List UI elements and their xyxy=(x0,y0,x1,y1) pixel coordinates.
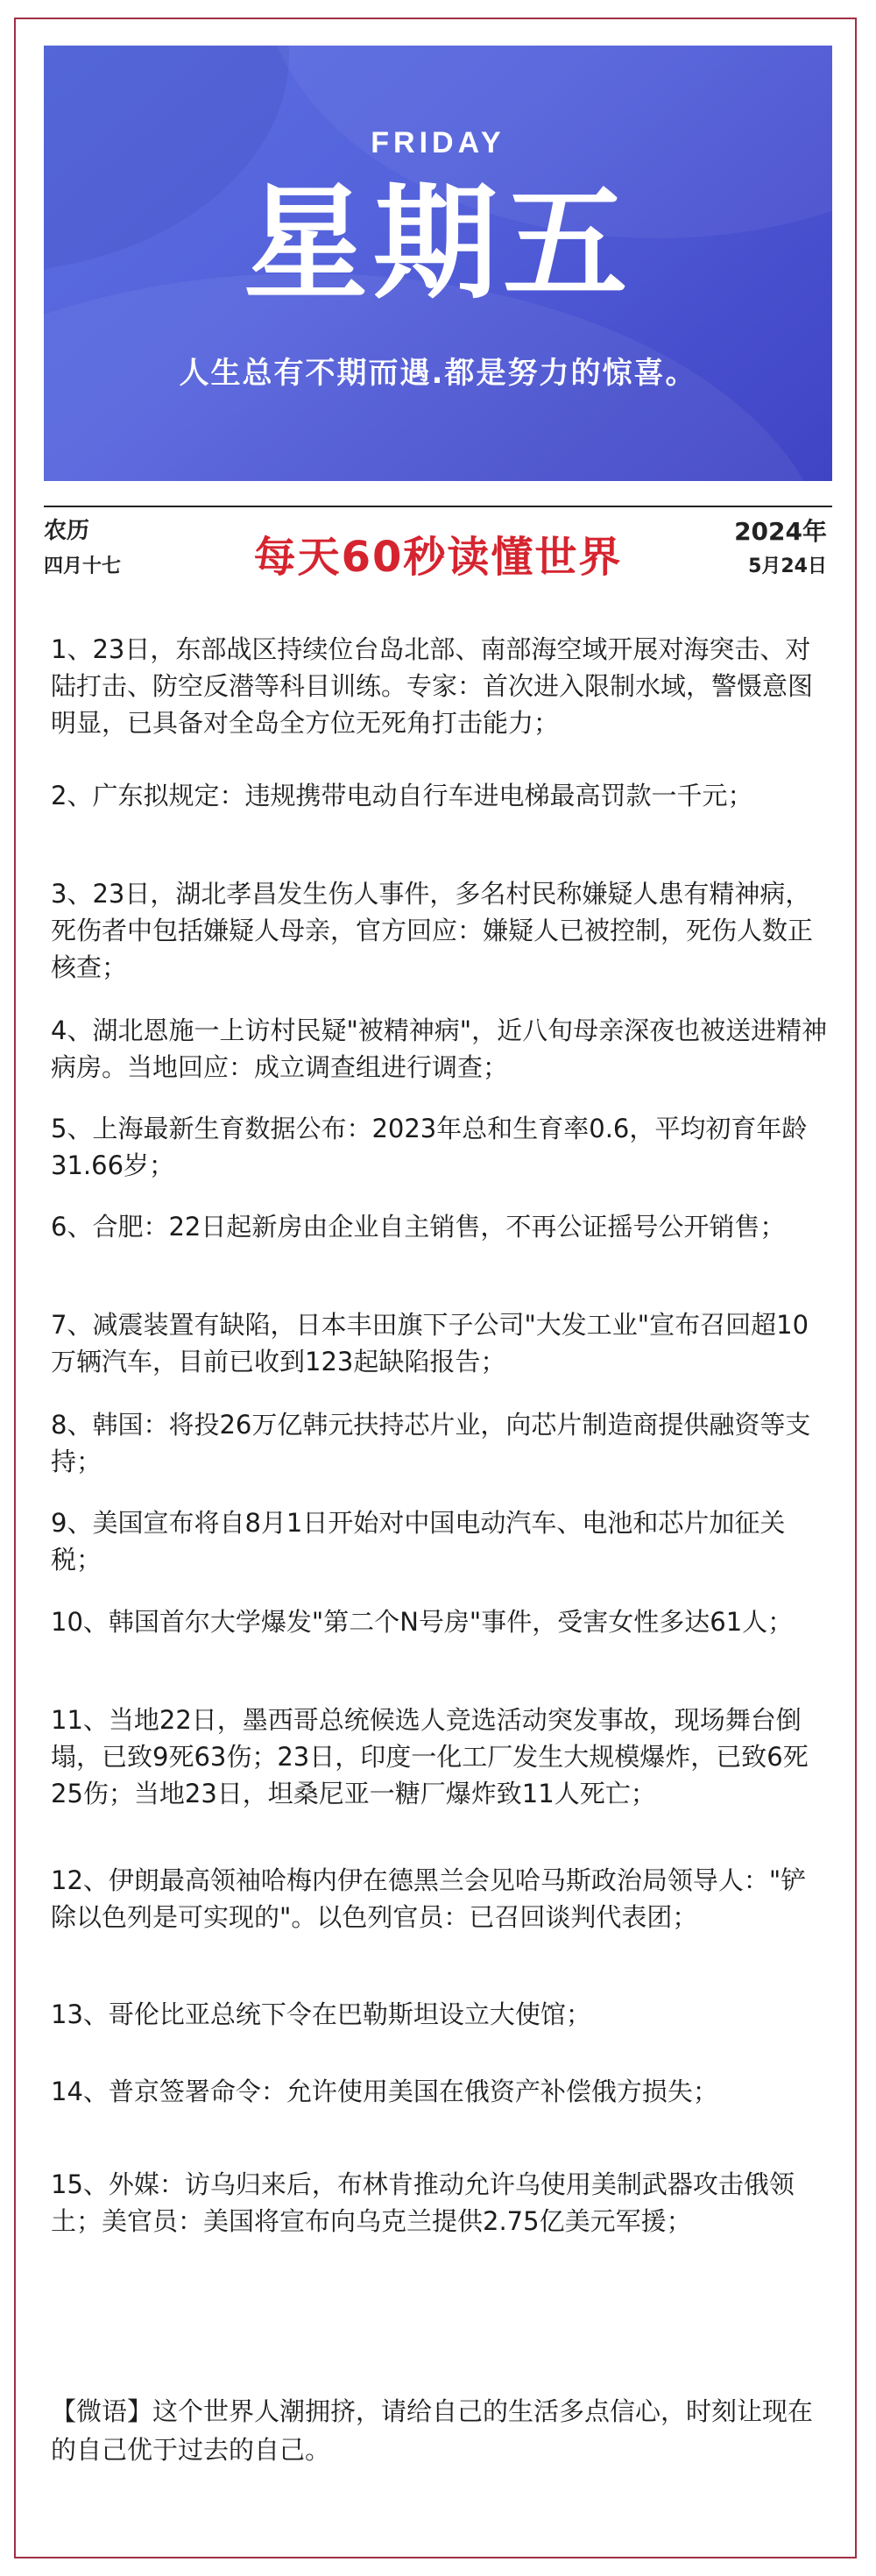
year-label: 2024年 xyxy=(734,517,827,546)
news-item: 2、广东拟规定：违规携带电动自行车进电梯最高罚款一千元； xyxy=(51,781,753,810)
news-item: 12、伊朗最高领袖哈梅内伊在德黑兰会见哈马斯政治局领导人："铲除以色列是可实现的"。以色列官员：已召回谈判代表团； xyxy=(51,1865,807,1932)
news-item: 7、减震装置有缺陷，日本丰田旗下子公司"大发工业"宣布召回超10万辆汽车，目前已收到123起缺陷报告； xyxy=(51,1310,809,1376)
news-item: 4、湖北恩施一上访村民疑"被精神病"，近八旬母亲深夜也被送进精神病房。当地回应：成立调查组进行调查； xyxy=(51,1016,828,1082)
news-item: 3、23日，湖北孝昌发生伤人事件，多名村民称嫌疑人患有精神病，死伤者中包括嫌疑人母亲，官方回应：嫌疑人已被控制，死伤人数正核查； xyxy=(51,879,814,982)
banner-motto: 人生总有不期而遇.都是努力的惊喜。 xyxy=(179,356,697,391)
page-title: 每天60秒读懂世界 xyxy=(253,533,623,582)
lunar-label: 农历 xyxy=(44,518,90,544)
weekday-english: FRIDAY xyxy=(371,126,505,159)
news-item: 9、美国宣布将自8月1日开始对中国电动汽车、电池和芯片加征关税； xyxy=(51,1508,786,1575)
news-item: 14、普京签署命令：允许使用美国在俄资产补偿俄方损失； xyxy=(51,2077,718,2106)
news-item: 5、上海最新生育数据公布：2023年总和生育率0.6，平均初育年龄31.66岁； xyxy=(51,1114,808,1180)
header-banner xyxy=(44,46,832,481)
news-item: 11、当地22日，墨西哥总统候选人竞选活动突发事故，现场舞台倒塌，已致9死63伤；23日，印度一化工厂发生大规模爆炸，已致6死25伤；当地23日，坦桑尼亚一糖厂爆炸致11人死亡； xyxy=(51,1705,809,1808)
weekday-chinese: 星期五 xyxy=(244,172,632,316)
news-item: 10、韩国首尔大学爆发"第二个N号房"事件，受害女性多达61人； xyxy=(51,1607,794,1637)
news-item: 6、合肥：22日起新房由企业自主销售，不再公证摇号公开销售； xyxy=(51,1212,786,1242)
news-item: 8、韩国：将投26万亿韩元扶持芯片业，向芯片制造商提供融资等支持； xyxy=(51,1410,811,1476)
news-item: 13、哥伦比亚总统下令在巴勒斯坦设立大使馆； xyxy=(51,1999,591,2029)
date-info-row xyxy=(44,513,832,591)
date-label: 5月24日 xyxy=(748,556,827,577)
lunar-date: 四月十七 xyxy=(44,556,122,577)
news-item: 1、23日，东部战区持续位台岛北部、南部海空域开展对海突击、对陆打击、防空反潜等科目训练。专家：首次进入限制水域，警慑意图明显，已具备对全岛全方位无死角打击能力； xyxy=(51,634,814,738)
divider-line xyxy=(44,506,832,507)
news-list xyxy=(51,631,830,2282)
daily-quote: 【微语】这个世界人潮拥挤，请给自己的生活多点信心，时刻让现在的自己优于过去的自己。 xyxy=(51,2396,814,2465)
news-item: 15、外媒：访乌归来后，布林肯推动允许乌使用美制武器攻击俄领土；美官员：美国将宣布向乌克兰提供2.75亿美元军援； xyxy=(51,2169,795,2236)
